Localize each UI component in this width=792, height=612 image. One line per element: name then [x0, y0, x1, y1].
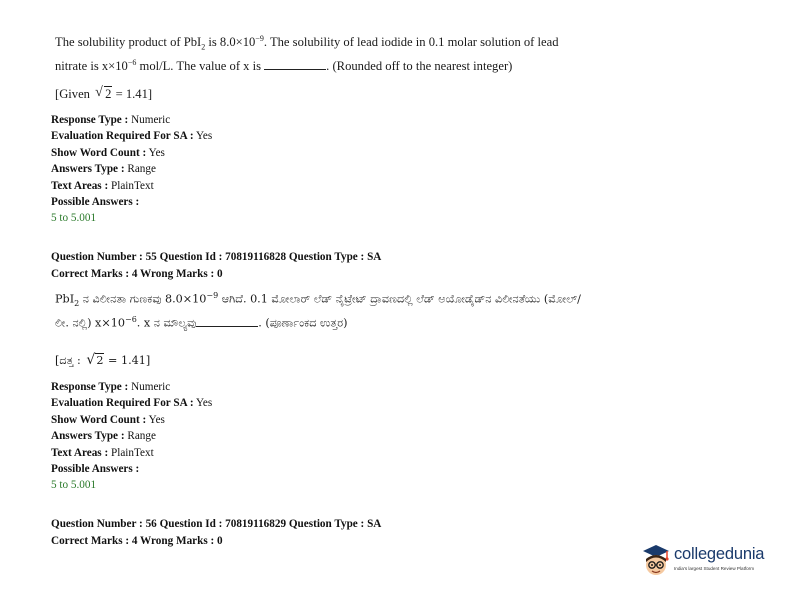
- possible-answers-value: 5 to 5.001: [51, 479, 97, 492]
- question-number-line: Question Number : 55 Question Id : 70819116828 Question Type : SA: [51, 251, 382, 263]
- text-areas-row: Text Areas : PlainText: [51, 179, 154, 192]
- text-areas-row: Text Areas : PlainText: [51, 446, 154, 459]
- question-54-given: [Given √ 2 = 1.41]: [55, 85, 153, 101]
- marks-line: Correct Marks : 4 Wrong Marks : 0: [51, 268, 223, 280]
- response-type-row: Response Type : Numeric: [51, 114, 171, 126]
- answers-type-row: Answers Type : Range: [51, 430, 156, 443]
- logo-wordmark: collegedunia: [674, 545, 765, 563]
- question-55-given: [ದತ್ತ : √ 2 = 1.41]: [55, 352, 151, 368]
- response-type-row: Response Type : Numeric: [51, 381, 171, 393]
- evaluation-row: Evaluation Required For SA : Yes: [51, 130, 213, 143]
- question-55-text: PbI$_2$ ನ ವಿಲೀನತಾ ಗುಣಕವು $8.0\times 10^{-9}$ ಆಗಿದೆ. 0.1 ಮೋಲಾರ್ ಲೆಡ್ ನೈಟ್ರೇಟ್ ದ್ರಾವಣದಲ್ಲಿ ಲೆಡ್ ಅಯೋಡೈಡ್‌ನ ವಿಲೀನತೆಯು (ಮೋಲ್/ಲೀ. ನಲ್ಲಿ) $x\times 10^{-6}$. x ನ ಮೌಲ್ಯವು . (ಪೂರ್ಣಾಂಕದ ಉತ್ತರ): [55, 291, 581, 331]
- question-56-header: [51, 516, 381, 550]
- question-54-meta: [51, 112, 212, 227]
- marks-line: Correct Marks : 4 Wrong Marks : 0: [51, 535, 223, 547]
- question-55-header: [51, 249, 381, 283]
- word-count-row: Show Word Count : Yes: [51, 146, 165, 159]
- evaluation-row: Evaluation Required For SA : Yes: [51, 397, 213, 410]
- answer-blank: [196, 317, 258, 327]
- question-55-meta: [51, 379, 212, 494]
- possible-answers-row: Possible Answers :: [51, 196, 140, 209]
- question-54-text: The solubility product of PbI$_2$ is $8.0\times 10^{-9}$. The solubility of lead iodide in 0.1 molar solution of lead nitrate is $x\times 10^{-6}$ mol/L. The value of x is . (Rounded off to the nearest integer): [55, 34, 559, 74]
- word-count-row: Show Word Count : Yes: [51, 413, 165, 426]
- logo-tagline: India's largest Student Review Platform: [674, 566, 755, 571]
- graduate-mascot-icon: [640, 542, 672, 580]
- square-root: √ 2: [95, 85, 112, 101]
- possible-answers-row: Possible Answers :: [51, 463, 140, 476]
- answer-blank: [264, 60, 326, 70]
- answers-type-row: Answers Type : Range: [51, 163, 156, 176]
- collegedunia-logo[interactable]: [640, 542, 775, 582]
- question-number-line: Question Number : 56 Question Id : 70819116829 Question Type : SA: [51, 518, 382, 530]
- possible-answers-value: 5 to 5.001: [51, 212, 97, 225]
- square-root: √ 2: [86, 352, 104, 368]
